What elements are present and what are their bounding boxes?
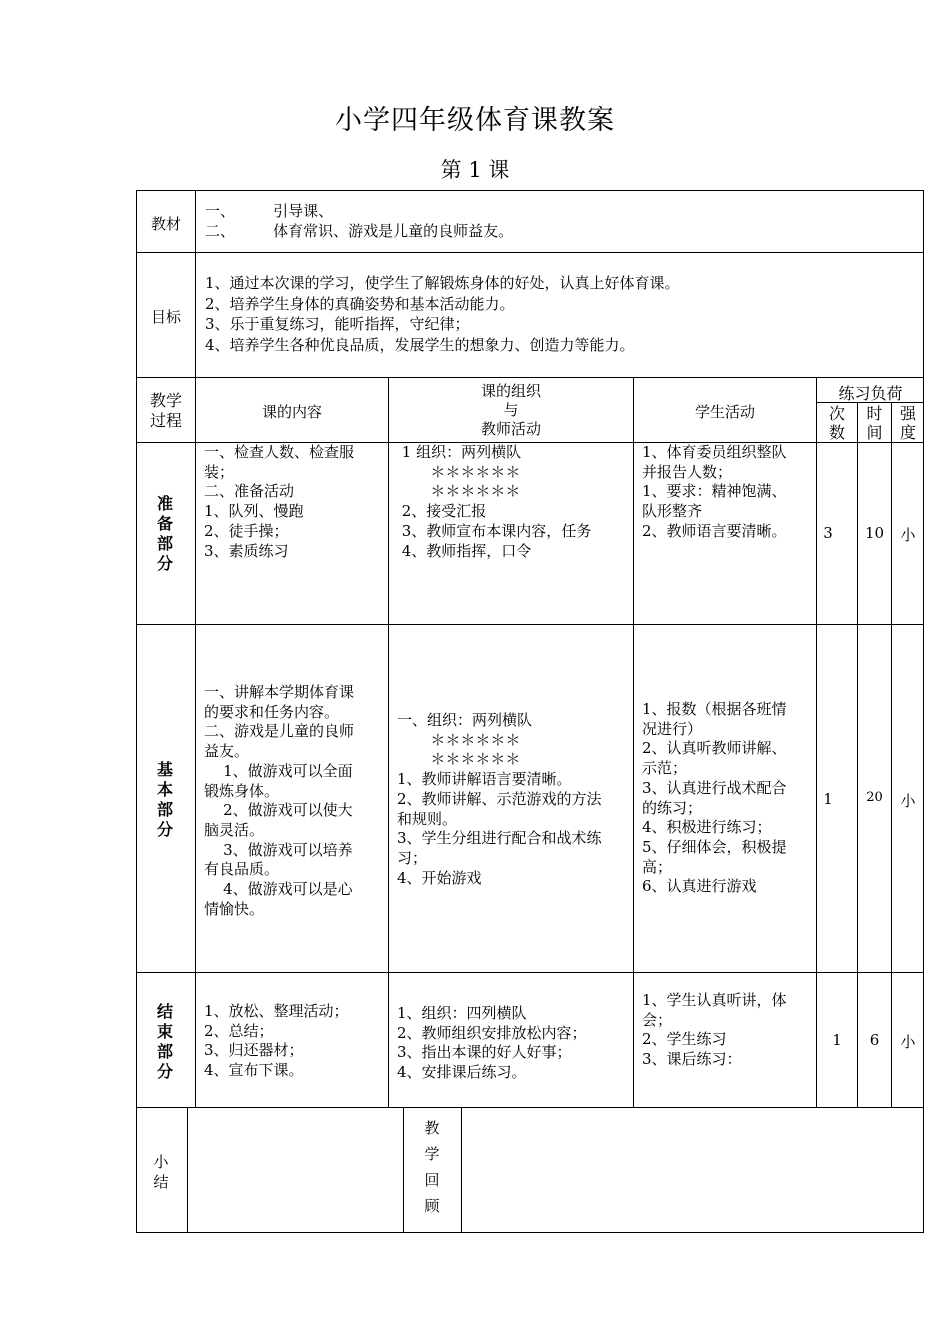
row-divider [136,252,924,253]
col-divider [857,402,858,1108]
material-line-1: 一、 引导课、 [205,202,334,220]
section-student: 1、学生认真听讲，体 会； 2、学生练习 3、课后练习： [642,991,787,1069]
col-divider [816,377,817,1108]
header-student: 学生活动 [694,403,755,421]
section-duration: 6 [869,1031,880,1049]
col-divider [195,190,196,1108]
section-student: 1、体育委员组织整队 并报告人数； 1、要求：精神饱满、 队形整齐 2、教师语言要清晰。 [642,443,787,540]
section-content: 1、放松、整理活动； 2、总结； 3、归还器材； 4、宣布下课。 [204,1002,349,1080]
row-divider [136,624,924,625]
col-divider [388,377,389,1108]
section-intensity: 小 [900,1033,916,1051]
section-intensity: 小 [900,526,916,544]
section-name-basic: 基本部分 [156,760,173,839]
row-divider [136,972,924,973]
header-process: 教学 过程 [150,391,183,430]
header-times: 次 数 [828,404,845,442]
section-organization: 一、组织：两列横队 ＊＊＊＊＊＊ ＊＊＊＊＊＊ 1、教师讲解语言要清晰。 2、教师讲解、示范游戏的方法 和规则。 3、学生分组进行配合和战术练 习； 4、开始游戏 [397,711,602,887]
col-divider [403,1107,404,1233]
material-label: 教材 [150,215,181,233]
header-duration: 时 间 [866,404,883,442]
section-organization: 1 组织：两列横队 ＊＊＊＊＊＊ ＊＊＊＊＊＊ 2、接受汇报 3、教师宣布本课内容，任务 4、教师指挥，口令 [401,443,592,560]
col-divider [187,1107,188,1233]
section-name-end: 结束部分 [156,1002,173,1081]
section-times: 3 [823,524,833,542]
material-line-2: 二、 体育常识、游戏是儿童的良师益友。 [205,222,514,240]
section-organization: 1、组织：四列横队 2、教师组织安排放松内容； 3、指出本课的好人好事； 4、安排课后练习。 [397,1004,587,1082]
header-load: 练习负荷 [838,384,903,403]
section-times: 1 [823,790,833,808]
section-times: 1 [832,1031,842,1049]
page-title: 小学四年级体育课教案 [335,105,615,136]
col-divider [461,1107,462,1233]
section-content: 一、讲解本学期体育课 的要求和任务内容。 二、游戏是儿童的良师 益友。 1、做游戏可以全面 锻炼身体。 2、做游戏可以使大 脑灵活。 3、做游戏可以培养 有良品质。 4、做游戏可以是心 情愉快。 [204,683,355,918]
section-intensity: 小 [900,792,916,810]
section-student: 1、报数（根据各班情 况进行） 2、认真听教师讲解、 示范； 3、认真进行战术配合 的练习； 4、积极进行练习； 5、仔细体会，积极提 高； 6、认真进行游戏 [642,700,787,896]
summary-label: 小结 [153,1153,169,1191]
goal-item: 2、培养学生身体的真确姿势和基本活动能力。 [205,295,515,313]
goal-item: 3、乐于重复练习，能听指挥，守纪律； [205,315,470,333]
section-name-prep: 准备部分 [156,494,173,573]
summary-table [136,1107,924,1233]
header-organization: 课的组织 与 教师活动 [480,382,541,438]
col-divider [891,402,892,1108]
header-content: 课的内容 [261,403,322,421]
section-duration: 20 [866,790,883,805]
goal-item: 1、通过本次课的学习，使学生了解锻炼身体的好处，认真上好体育课。 [205,274,680,292]
lesson-number: 第 1 课 [440,158,510,182]
row-divider [136,377,924,378]
goals-label: 目标 [150,308,181,326]
goal-item: 4、培养学生各种优良品质，发展学生的想象力、创造力等能力。 [205,336,635,354]
section-duration: 10 [864,524,885,542]
header-intensity: 强 度 [899,404,916,442]
section-content: 一、检查人数、检查服 装； 二、准备活动 1、队列、慢跑 2、徒手操； 3、素质练习 [204,443,355,560]
col-divider [633,377,634,1108]
review-label: 教学回顾 [424,1119,440,1215]
